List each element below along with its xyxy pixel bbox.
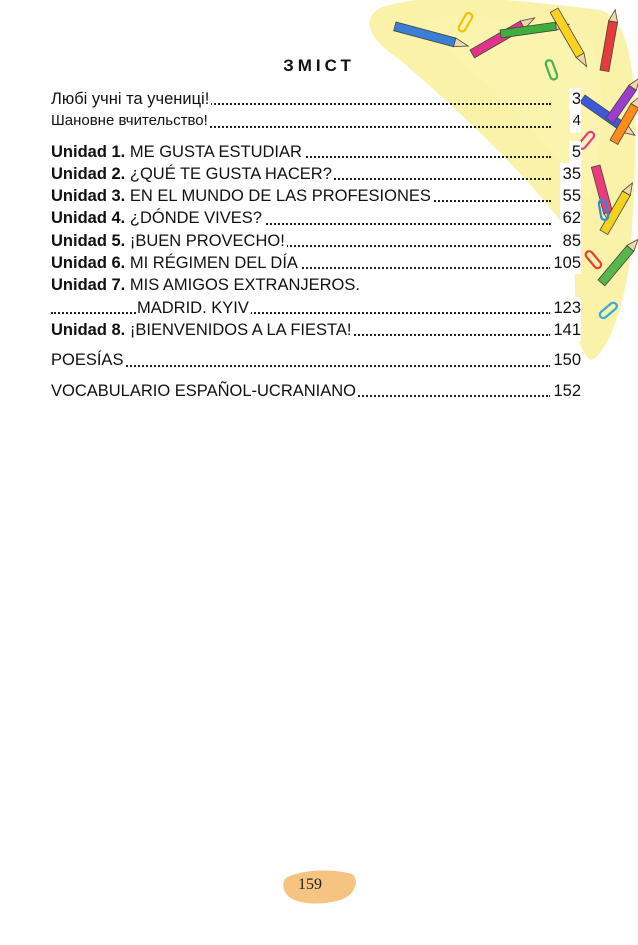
toc-page: 3	[569, 88, 581, 110]
toc-row[interactable]	[51, 163, 581, 185]
unit-label: Unidad 8.	[51, 320, 126, 339]
dot-leader	[51, 365, 551, 367]
unit-label: Unidad 5.	[51, 231, 126, 250]
toc-row[interactable]	[51, 319, 581, 341]
toc-title: ¿DÓNDE VIVES?	[129, 209, 262, 228]
toc-page: 123	[550, 297, 581, 319]
toc-row[interactable]	[51, 207, 581, 229]
toc-page: 4	[570, 110, 581, 132]
toc-row[interactable]	[51, 88, 581, 110]
toc-title: MADRID. KYIV	[137, 298, 249, 317]
toc-row[interactable]	[51, 380, 581, 402]
unit-label: Unidad 4.	[51, 209, 126, 228]
toc-row[interactable]	[51, 274, 581, 296]
toc-page: 62	[560, 207, 581, 229]
toc-row[interactable]	[51, 252, 581, 274]
toc-page: 150	[550, 349, 581, 371]
toc-title: EN EL MUNDO DE LAS PROFESIONES	[129, 187, 431, 206]
toc-page: 55	[560, 185, 581, 207]
page-number: 159	[298, 876, 322, 893]
unit-label: Unidad 6.	[51, 254, 126, 273]
unit-label: Unidad 7.	[51, 276, 126, 295]
toc-row[interactable]	[51, 141, 581, 163]
toc-row[interactable]	[51, 185, 581, 207]
toc-page: 141	[550, 319, 581, 341]
toc-title: POESÍAS	[51, 351, 124, 370]
unit-label: Unidad 1.	[51, 142, 126, 161]
unit-label: Unidad 3.	[51, 187, 126, 206]
table-of-contents	[51, 88, 581, 402]
unit-label: Unidad 2.	[51, 164, 126, 183]
dot-leader	[51, 312, 551, 314]
toc-title: ¿QUÉ TE GUSTA HACER?	[129, 164, 332, 183]
toc-row[interactable]	[51, 349, 581, 371]
toc-page: 152	[550, 380, 581, 402]
toc-title: Шановне вчительство!	[51, 112, 208, 130]
toc-page: 35	[560, 163, 581, 185]
toc-title: ¡BUEN PROVECHO!	[129, 231, 285, 250]
toc-page: 5	[569, 141, 581, 163]
toc-title: ¡BIENVENIDOS A LA FIESTA!	[129, 320, 352, 339]
toc-title: ME GUSTA ESTUDIAR	[129, 142, 302, 161]
toc-row[interactable]	[51, 297, 581, 319]
toc-title: MIS AMIGOS EXTRANJEROS.	[129, 276, 360, 295]
toc-heading: ЗМІСТ	[283, 56, 355, 75]
toc-title: Любі учні та учениці!	[51, 90, 210, 108]
toc-page: 85	[560, 230, 581, 252]
toc-row[interactable]	[51, 230, 581, 252]
toc-title: MI RÉGIMEN DEL DÍA	[129, 254, 298, 273]
toc-title: VOCABULARIO ESPAÑOL-UCRANIANO	[51, 381, 357, 400]
toc-row[interactable]	[51, 110, 581, 132]
toc-page: 105	[550, 252, 581, 274]
